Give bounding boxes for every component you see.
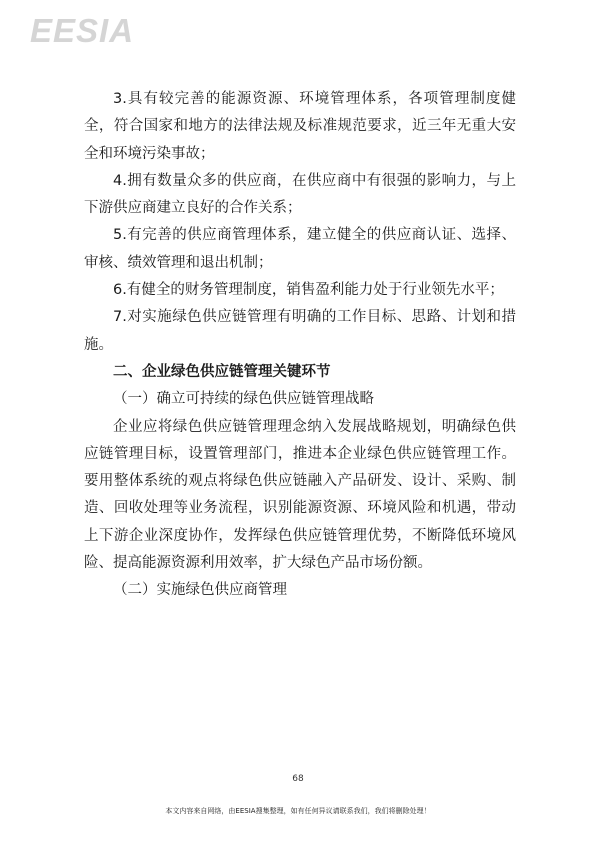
paragraph-item-4: 4.拥有数量众多的供应商，在供应商中有很强的影响力，与上下游供应商建立良好的合作关系； <box>84 172 516 217</box>
paragraph-item-3: 3.具有较完善的能源资源、环境管理体系，各项管理制度健全，符合国家和地方的法律法规及标准规范要求，近三年无重大安全和环境污染事故； <box>84 91 516 162</box>
paragraph-item-7: 7.对实施绿色供应链管理有明确的工作目标、思路、计划和措施。 <box>84 309 516 353</box>
section-heading: 二、企业绿色供应链管理关键环节 <box>113 363 331 380</box>
page-number: 68 <box>292 774 304 784</box>
document-body <box>84 86 516 605</box>
footer-disclaimer: 本文内容来自网络，由EESIA搜集整理，如有任何异议请联系我们，我们将删除处理！ <box>165 807 431 815</box>
eesia-logo: EESIA <box>30 12 135 49</box>
subsection-2-heading: （二）实施绿色供应商管理 <box>113 582 287 599</box>
paragraph-item-5: 5.有完善的供应商管理体系，建立健全的供应商认证、选择、审核、绩效管理和退出机制； <box>84 227 516 271</box>
subsection-1-heading: （一）确立可持续的绿色供应链管理战略 <box>113 391 374 408</box>
paragraph-item-6: 6.有健全的财务管理制度，销售盈利能力处于行业领先水平； <box>113 282 504 299</box>
subsection-1-body: 企业应将绿色供应链管理理念纳入发展战略规划，明确绿色供应链管理目标，设置管理部门，推进本企业绿色供应链管理工作。要用整体系统的观点将绿色供应链融入产品研发、设计、采购、制造、回收处理等业务流程，识别能源资源、环境风险和机遇，带动上下游企业深度协作，发挥绿色供应链管理优势，不断降低环境风险、提高能源资源利用效率，扩大绿色产品市场份额。 <box>84 418 516 572</box>
